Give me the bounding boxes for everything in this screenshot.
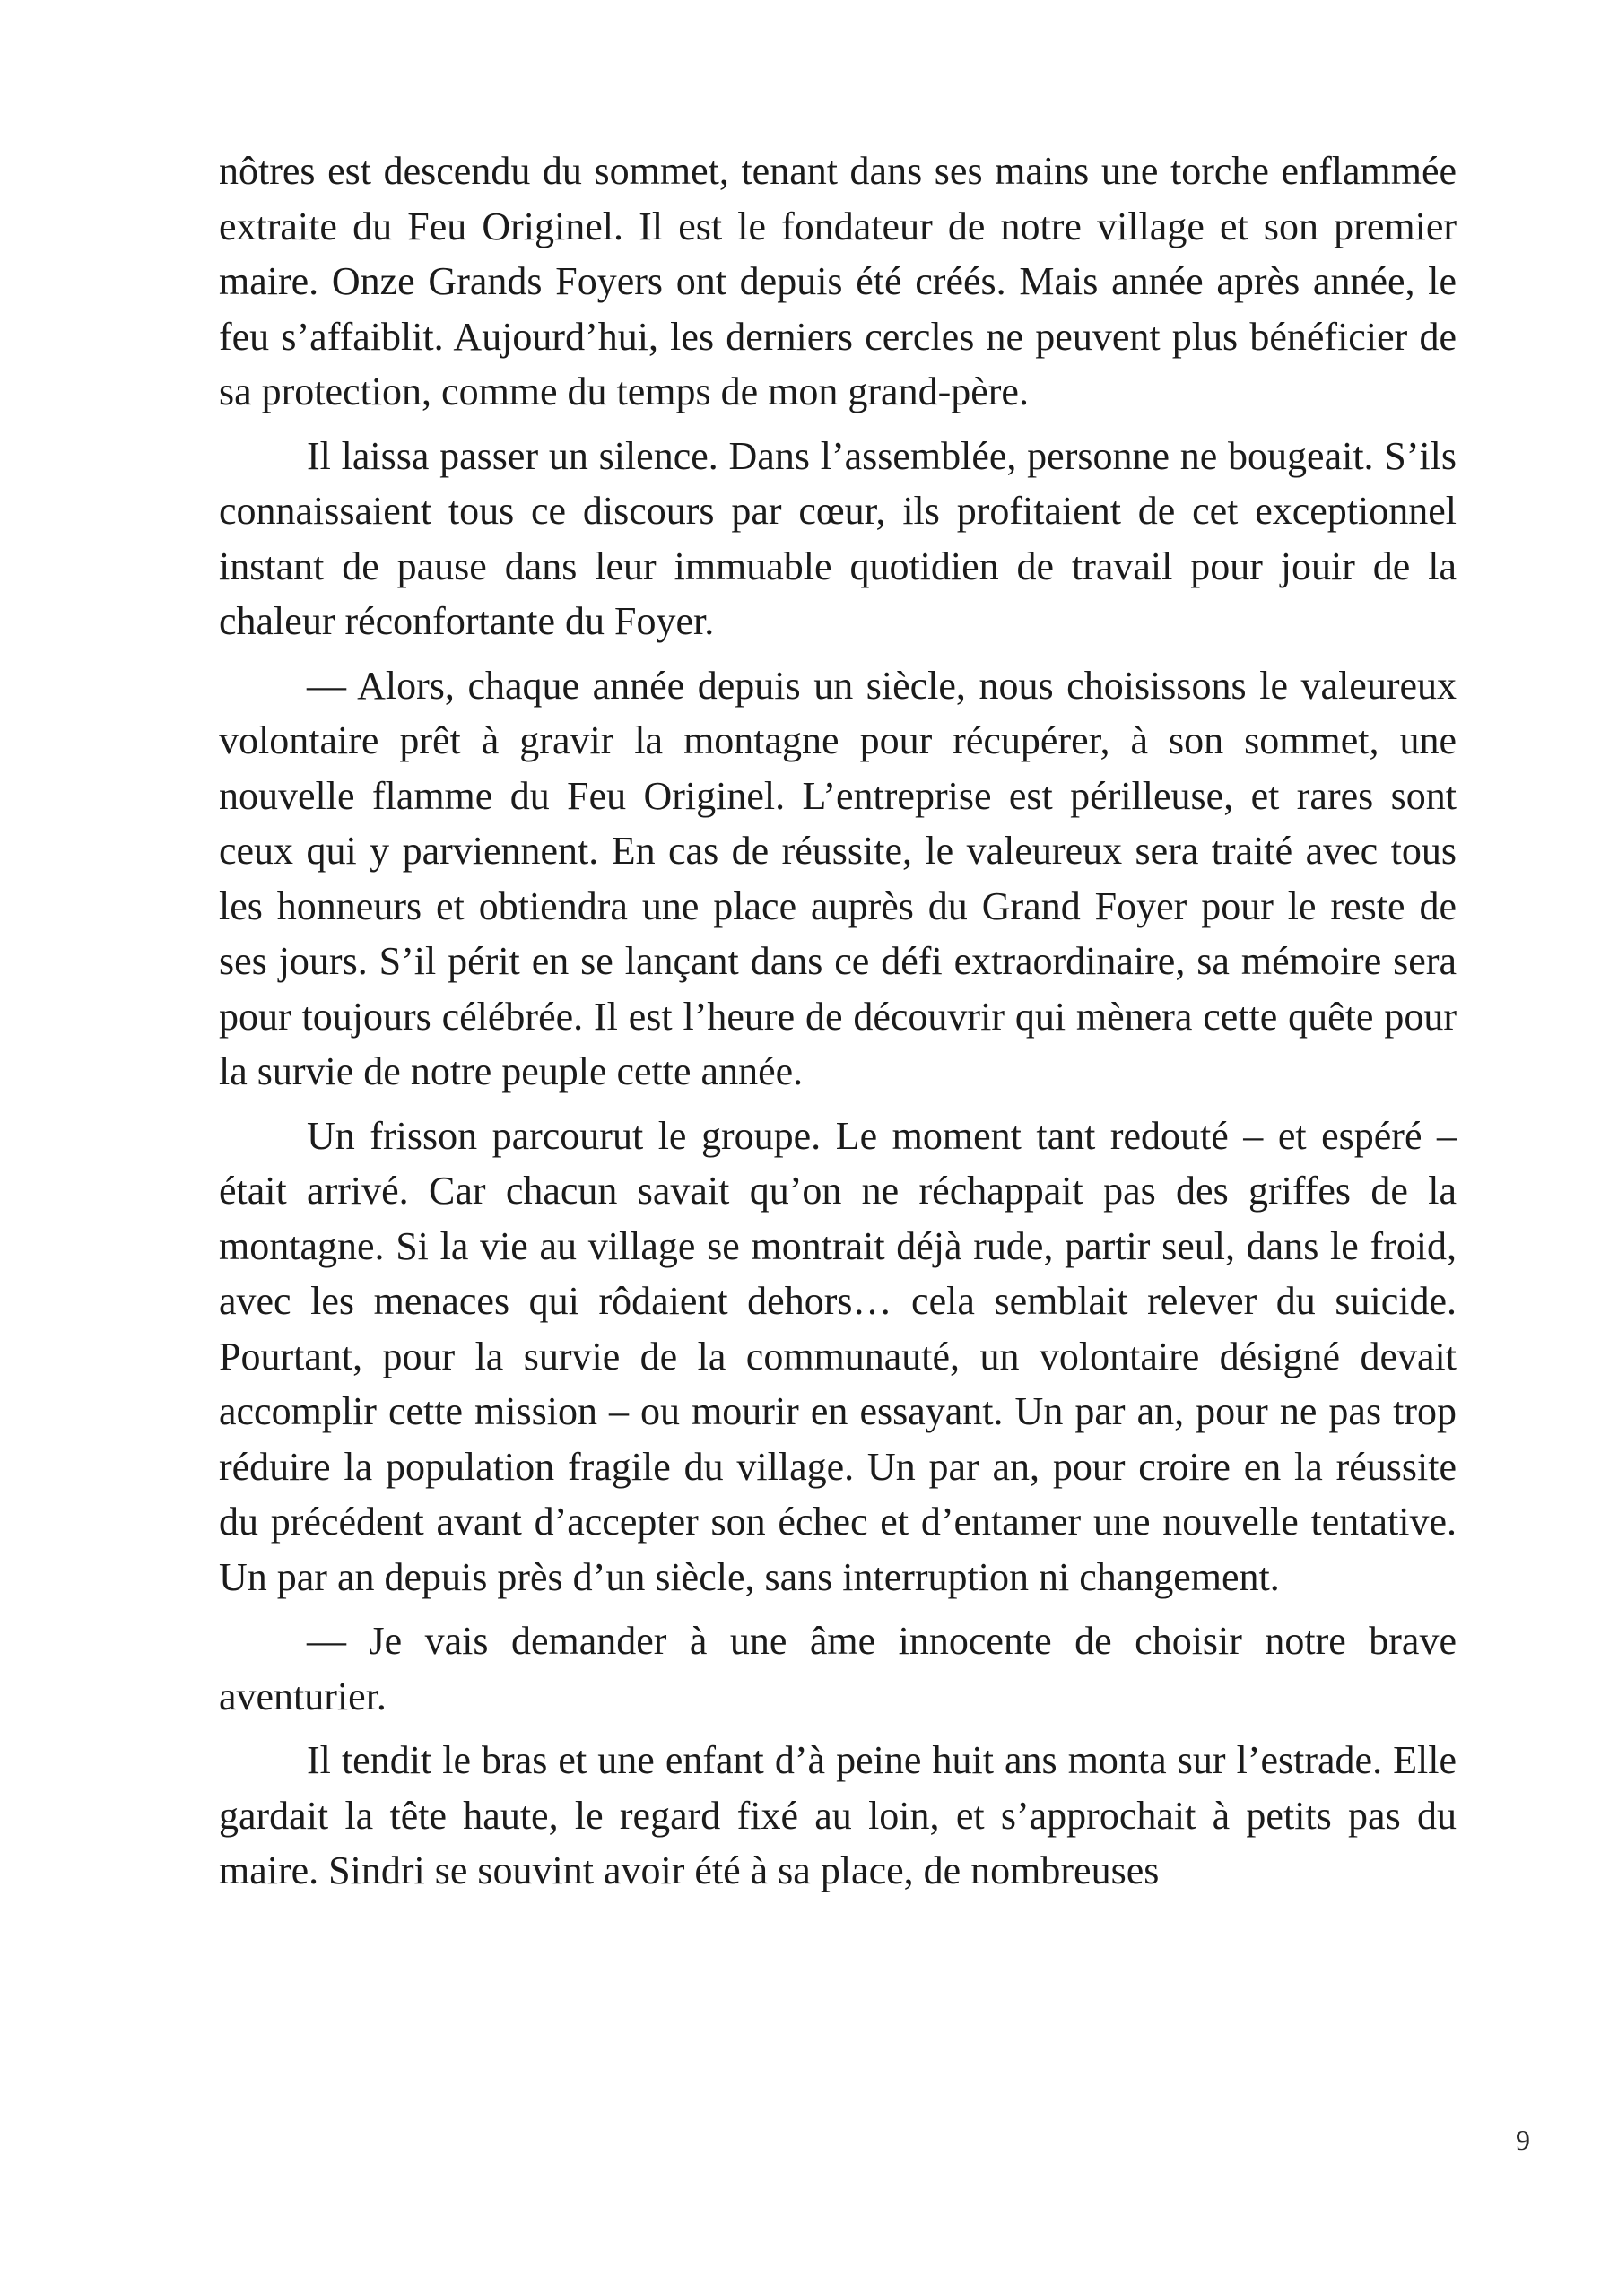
paragraph-1: nôtres est descendu du sommet, tenant dans ses mains une torche enflammée extraite du Feu Originel. Il est le fondateur de notre village et son premier maire. Onze Grands Foyers ont depuis été créés. Mais année après année, le feu s’affaiblit. Aujourd’hui, les derniers cercles ne peuvent plus bénéficier de sa protection, comme du temps de mon grand-père.: [219, 149, 1457, 413]
body-text: [219, 144, 1457, 1899]
paragraph-6: Il tendit le bras et une enfant d’à peine huit ans monta sur l’estrade. Elle gardait la tête haute, le regard fixé au loin, et s’approchait à petits pas du maire. Sindri se souvint avoir été à sa place, de nombreuses: [219, 1738, 1457, 1892]
page-number: 9: [1516, 2124, 1530, 2156]
paragraph-5: — Je vais demander à une âme innocente de choisir notre brave aventurier.: [219, 1619, 1457, 1718]
paragraph-3: — Alors, chaque année depuis un siècle, nous choisissons le valeureux volontaire prêt à gravir la montagne pour récupérer, à son sommet, une nouvelle flamme du Feu Originel. L’entreprise est périlleuse, et rares sont ceux qui y parviennent. En cas de réussite, le valeureux sera traité avec tous les honneurs et obtiendra une place auprès du Grand Foyer pour le reste de ses jours. S’il périt en se lançant dans ce défi extraordinaire, sa mémoire sera pour toujours célébrée. Il est l’heure de découvrir qui mènera cette quête pour la survie de notre peuple cette année.: [219, 663, 1457, 1093]
paragraph-2: Il laissa passer un silence. Dans l’assemblée, personne ne bougeait. S’ils connaissaient tous ce discours par cœur, ils profitaient de cet exceptionnel instant de pause dans leur immuable quotidien de travail pour jouir de la chaleur réconfortante du Foyer.: [219, 433, 1457, 643]
paragraph-4: Un frisson parcourut le groupe. Le moment tant redouté – et espéré – était arrivé. Car chacun savait qu’on ne réchappait pas des griffes de la montagne. Si la vie au village se montrait déjà rude, partir seul, dans le froid, avec les menaces qui rôdaient dehors… cela semblait relever du suicide. Pourtant, pour la survie de la communauté, un volontaire désigné devait accomplir cette mission – ou mourir en essayant. Un par an, pour ne pas trop réduire la population fragile du village. Un par an, pour croire en la réussite du précédent avant d’accepter son échec et d’entamer une nouvelle tentative. Un par an depuis près d’un siècle, sans interruption ni changement.: [219, 1113, 1457, 1599]
